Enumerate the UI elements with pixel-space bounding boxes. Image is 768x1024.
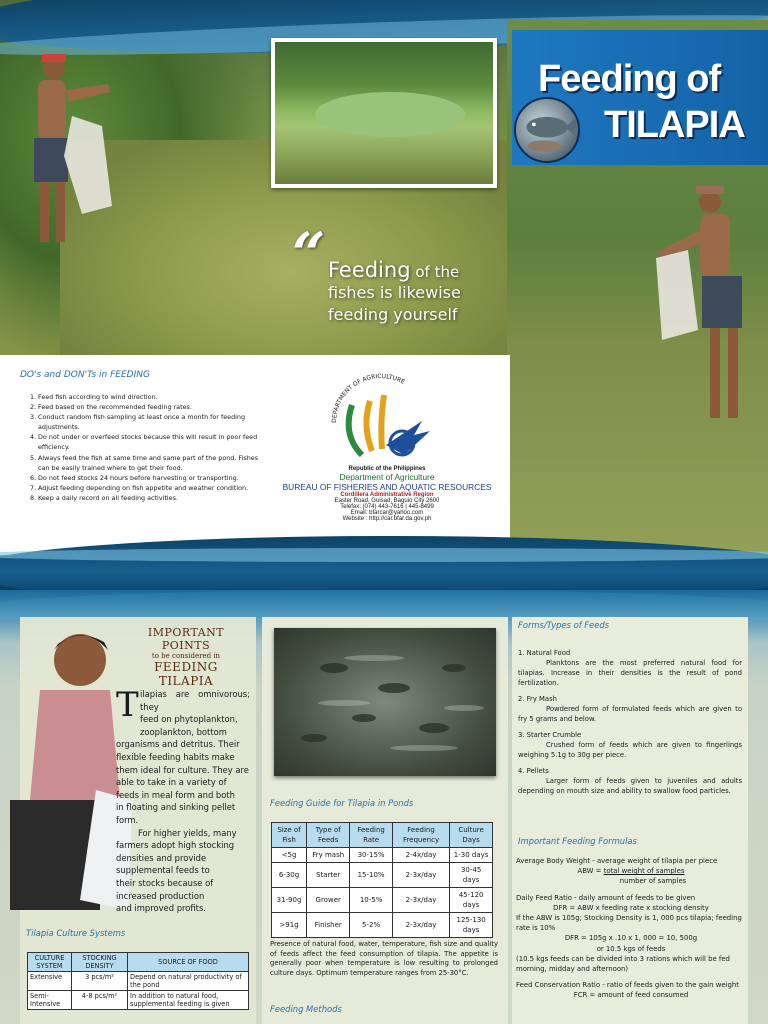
table-cell: 5-2% xyxy=(350,913,392,938)
table-cell: 2-3x/day xyxy=(392,863,449,888)
feed-form-desc: Larger form of feeds given to juveniles and adults depending on mouth size and ability to swallow food particles. xyxy=(518,777,742,795)
column-header: Culture Days xyxy=(450,823,493,848)
table-cell: <5g xyxy=(272,848,307,863)
column-header: SOURCE OF FOOD xyxy=(128,953,249,972)
email-text: Email: bfarcar@yahoo.com xyxy=(350,510,424,516)
telefax-text: Telefax: (074) 443-7616 | 445-8499 xyxy=(340,504,434,510)
region-text: Cordillera Administrative Region xyxy=(340,492,434,498)
intro-line: zooplankton, bottom xyxy=(140,726,227,737)
feeding-fish-photo xyxy=(274,628,496,776)
table-cell: 125-130 days xyxy=(450,913,493,938)
column-header: Feeding Rate xyxy=(350,823,392,848)
address-text: Easter Road, Guisad, Baguio City 2600 xyxy=(334,498,440,504)
table-cell: Semi-Intensive xyxy=(28,991,72,1010)
list-item: 6. Do not feed stocks 24 hours before harvesting or transporting. xyxy=(30,473,239,482)
intro-line: For higher yields, many xyxy=(138,827,237,838)
intro-line: flexible feeding habits make xyxy=(116,751,235,762)
fcr-equation: FCR = amount of feed consumed xyxy=(573,991,689,1000)
feed-form-name: 4. Pellets xyxy=(518,767,549,775)
intro-line: ilapias are omnivorous; they xyxy=(140,689,250,712)
bureau-text: BUREAU OF FISHERIES AND AQUATIC RESOURCES xyxy=(282,482,492,492)
quote-small-words: of the xyxy=(410,263,460,281)
feeding-methods-heading: Feeding Methods xyxy=(270,1004,342,1014)
website-text: Website : http://car.bfar.da.gov.ph xyxy=(342,516,432,522)
feed-form-name: 1. Natural Food xyxy=(518,649,571,657)
table-cell: 31-90g xyxy=(272,888,307,913)
table-cell: 3 pcs/m² xyxy=(72,972,128,991)
dfr-equation: DFR = ABW x feeding rate x stocking density xyxy=(553,903,709,912)
agency-contact-block xyxy=(274,466,500,522)
abw-label: Average Body Weight - average weight of tilapia per piece xyxy=(516,857,718,865)
imp-title-a: IMPORTANT POINTS xyxy=(147,626,225,652)
column-header: Type of Feeds xyxy=(307,823,350,848)
table-cell: 2-3x/day xyxy=(392,913,449,938)
intro-line: in floating and sinking pellet xyxy=(116,802,236,813)
dfr-example: If the ABW is 105g; Stocking Density is 1, 000 pcs tilapia; feeding rate is 10% xyxy=(516,914,742,933)
column-header: STOCKING DENSITY xyxy=(72,953,128,972)
table-cell: Depend on natural productivity of the pond xyxy=(128,972,249,991)
column-header: CULTURE SYSTEM xyxy=(28,953,72,972)
fisherman-photo xyxy=(12,46,117,251)
table-cell: 10-5% xyxy=(350,888,392,913)
table-row xyxy=(28,972,249,991)
table-cell: 30-15% xyxy=(350,848,392,863)
feed-form-name: 2. Fry Mash xyxy=(518,695,557,703)
list-item: 8. Keep a daily record on all feeding activities. xyxy=(30,493,178,502)
feeding-guide-heading: Feeding Guide for Tilapia in Ponds xyxy=(270,798,414,808)
important-points-title xyxy=(132,626,240,688)
quote-line2: fishes is likewise xyxy=(328,283,461,302)
dropcap-letter: T xyxy=(116,685,139,725)
intro-line: and improved profits. xyxy=(116,903,206,914)
table-cell: 15-10% xyxy=(350,863,392,888)
table-header-row xyxy=(28,953,249,972)
table-row xyxy=(272,848,493,863)
intro-text xyxy=(116,685,250,915)
table-row xyxy=(272,913,493,938)
table-row xyxy=(272,888,493,913)
column-header: Feeding Frequency xyxy=(392,823,449,848)
feed-form-desc: Crushed form of feeds which are given to fingerlings weighing 5.1g to 30g per piece. xyxy=(518,741,742,759)
table-cell: 2-4x/day xyxy=(392,848,449,863)
cover-title-line1: Feeding of xyxy=(538,58,721,100)
intro-line: feeds in meal form and both xyxy=(116,789,235,800)
table-cell: 4-8 pcs/m² xyxy=(72,991,128,1010)
list-item: 3. Conduct random fish sampling at least once a month for feeding adjustments. xyxy=(30,413,246,432)
table-cell: 45-120 days xyxy=(450,888,493,913)
intro-line: organisms and detritus. Their xyxy=(116,739,240,750)
intro-line: feed on phytoplankton, xyxy=(140,714,238,725)
table-cell: Grower xyxy=(307,888,350,913)
feeding-guide-table xyxy=(271,822,493,938)
feeding-guide-paragraph: Presence of natural food, water, temperature, fish size and quality of feeds affect the feed consumption of tilapia. The appetite is generally poor when temperature is low resulting to prolonged culture days. Optimum temperature ranges from 25-30°C. xyxy=(270,940,498,977)
dfr-label: Daily Feed Ratio - daily amount of feeds to be given xyxy=(516,893,696,902)
department-of-agriculture-logo xyxy=(322,365,440,465)
table-header-row xyxy=(272,823,493,848)
table-cell: Finisher xyxy=(307,913,350,938)
intro-line: them ideal for culture. They are xyxy=(116,764,249,775)
feed-form-desc: Planktons are the most preferred natural food for tilapias. Increase in their densities is the result of pond fertilization. xyxy=(518,659,742,687)
intro-line: densities and provide xyxy=(116,852,207,863)
feed-form-desc: Powdered form of formulated feeds which are given to fry 5 grams and below. xyxy=(518,705,742,723)
table-cell: 6-30g xyxy=(272,863,307,888)
cover-title-line2: TILAPIA xyxy=(604,104,745,146)
abw-equation: ABW = total weight of samples xyxy=(577,867,685,876)
table-cell: In addition to natural food, supplemental feeding is given xyxy=(128,991,249,1010)
dfr-result: or 10.5 kgs of feeds xyxy=(596,944,666,953)
column-header: Size of Fish xyxy=(272,823,307,848)
imp-title-b: to be considered in xyxy=(151,652,221,660)
intro-line: farmers adopt high stocking xyxy=(116,840,235,851)
table-cell: 1-30 days xyxy=(450,848,493,863)
intro-line: their stocks because of xyxy=(116,877,214,888)
formulas-heading: Important Feeding Formulas xyxy=(518,836,637,846)
pond-inset-photo xyxy=(271,38,497,188)
table-cell: 2-3x/day xyxy=(392,888,449,913)
list-item: 4. Do not under or overfeed stocks because this will result in poor feed efficiency. xyxy=(30,433,258,452)
table-row xyxy=(272,863,493,888)
table-cell: >91g xyxy=(272,913,307,938)
tilapia-fish-icon xyxy=(514,97,580,163)
quote-mark: “ xyxy=(292,220,326,288)
fisherman-photo-2 xyxy=(648,180,764,430)
pond-shape xyxy=(315,92,465,137)
feed-forms-heading: Forms/Types of Feeds xyxy=(518,620,610,630)
culture-systems-table xyxy=(27,952,249,1010)
list-item: 7. Adjust feeding depending on fish appetite and weather condition. xyxy=(30,483,249,492)
republic-text: Republic of the Philippines xyxy=(348,466,426,472)
quote-line3: feeding yourself xyxy=(328,305,458,324)
table-cell: Fry mash xyxy=(307,848,350,863)
dos-donts-list xyxy=(30,392,260,503)
intro-line: supplemental feeds to xyxy=(116,865,210,876)
logo-arc-text: DEPARTMENT OF AGRICULTURE xyxy=(330,372,406,424)
list-item: 2. Feed based on the recommended feeding rates. xyxy=(30,403,192,412)
quote-big-word: Feeding xyxy=(328,258,411,282)
table-cell: Extensive xyxy=(28,972,72,991)
boy-feeding-photo xyxy=(0,620,135,920)
department-text: Department of Agriculture xyxy=(339,472,435,482)
list-item: 1. Feed fish according to wind direction. xyxy=(30,393,158,401)
fcr-label: Feed Conservation Ratio - ratio of feeds given to the gain weight xyxy=(516,981,739,990)
intro-line: form. xyxy=(116,814,139,825)
abw-denominator: number of samples xyxy=(619,877,687,886)
list-item: 5. Always feed the fish at same time and same part of the pond. Fishes can be easily trained where to get their food. xyxy=(30,453,259,472)
culture-systems-heading: Tilapia Culture Systems xyxy=(26,928,126,938)
dfr-note: (10.5 kgs feeds can be divided into 3 rations which will be fed morning, midday and afternoon) xyxy=(516,954,730,974)
quote-line1 xyxy=(328,258,459,282)
table-cell: Starter xyxy=(307,863,350,888)
imp-title-c: FEEDING TILAPIA xyxy=(154,660,218,688)
formulas-block xyxy=(516,856,746,1001)
dfr-calculation: DFR = 105g x .10 x 1, 000 = 10, 500g xyxy=(564,934,698,943)
feed-forms-list xyxy=(518,642,742,796)
feed-form-name: 3. Starter Crumble xyxy=(518,731,582,739)
table-row xyxy=(28,991,249,1010)
intro-line: able to take in a variety of xyxy=(116,777,227,788)
middle-wave-highlight xyxy=(0,548,768,562)
intro-line: increased production xyxy=(116,890,205,901)
table-cell: 30-45 days xyxy=(450,863,493,888)
dos-donts-heading: DO's and DON'Ts in FEEDING xyxy=(20,370,150,380)
